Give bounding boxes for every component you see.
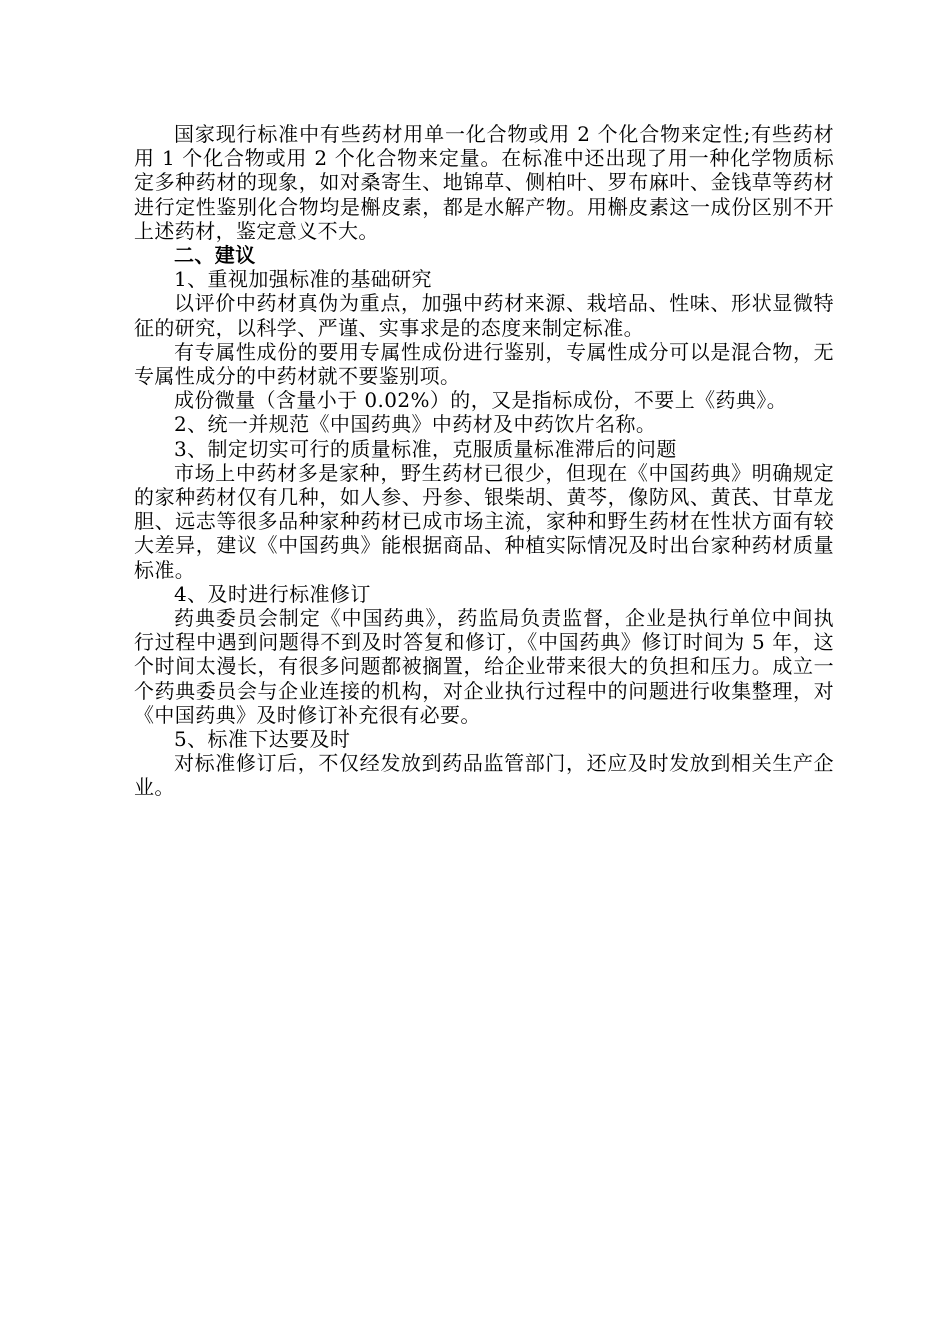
paragraph-authenticity-research: 以评价中药材真伪为重点，加强中药材来源、栽培品、性味、形状显微特征的研究，以科学、严谨、实事求是的态度来制定标准。 — [134, 291, 834, 340]
subheading-quality-standards: 3、制定切实可行的质量标准，克服质量标准滞后的问题 — [174, 436, 677, 461]
paragraph-standards-issue: 国家现行标准中有些药材用单一化合物或用 2 个化合物来定性;有些药材用 1 个化合物或用 2 个化合物来定量。在标准中还出现了用一种化学物质标定多种药材的现象，如对桑寄生、地锦草、侧柏叶、罗布麻叶、金钱草等药材进行定性鉴别化合物均是槲皮素，都是水解产物。用槲皮素这一成份区别不开上述药材，鉴定意义不大。 — [134, 122, 834, 243]
subheading-timely-revision: 4、及时进行标准修订 — [174, 581, 371, 606]
paragraph-cultivated-herbs: 市场上中药材多是家种，野生药材已很少，但现在《中国药典》明确规定的家种药材仅有几种，如人参、丹参、银柴胡、黄芩，像防风、黄芪、甘草龙胆、远志等很多品种家种药材已成市场主流，家种和野生药材在性状方面有较大差异，建议《中国药典》能根据商品、种植实际情况及时出台家种药材质量标准。 — [134, 460, 834, 582]
section-heading-suggestions: 二、建议 — [174, 243, 256, 268]
subheading-unify-names: 2、统一并规范《中国药典》中药材及中药饮片名称。 — [174, 412, 657, 437]
subheading-timely-release: 5、标准下达要及时 — [174, 727, 351, 752]
subheading-basic-research: 1、重视加强标准的基础研究 — [174, 267, 432, 292]
paragraph-trace-components: 成份微量（含量小于 0.02%）的，又是指标成份，不要上《药典》。 — [174, 388, 788, 413]
paragraph-distribution: 对标准修订后，不仅经发放到药品监管部门，还应及时发放到相关生产企业。 — [134, 751, 834, 800]
paragraph-pharmacopoeia-committee: 药典委员会制定《中国药典》，药监局负责监督，企业是执行单位中间执行过程中遇到问题得不到及时答复和修订，《中国药典》修订时间为 5 年，这个时间太漫长，有很多问题都被搁置，给企业带来很大的负担和压力。成立一个药典委员会与企业连接的机构，对企业执行过程中的问题进行收集整理，对《中国药典》及时修订补充很有必要。 — [134, 606, 834, 727]
paragraph-specific-components: 有专属性成份的要用专属性成份进行鉴别，专属性成分可以是混合物，无专属性成分的中药材就不要鉴别项。 — [134, 339, 834, 389]
document-body — [134, 122, 834, 800]
